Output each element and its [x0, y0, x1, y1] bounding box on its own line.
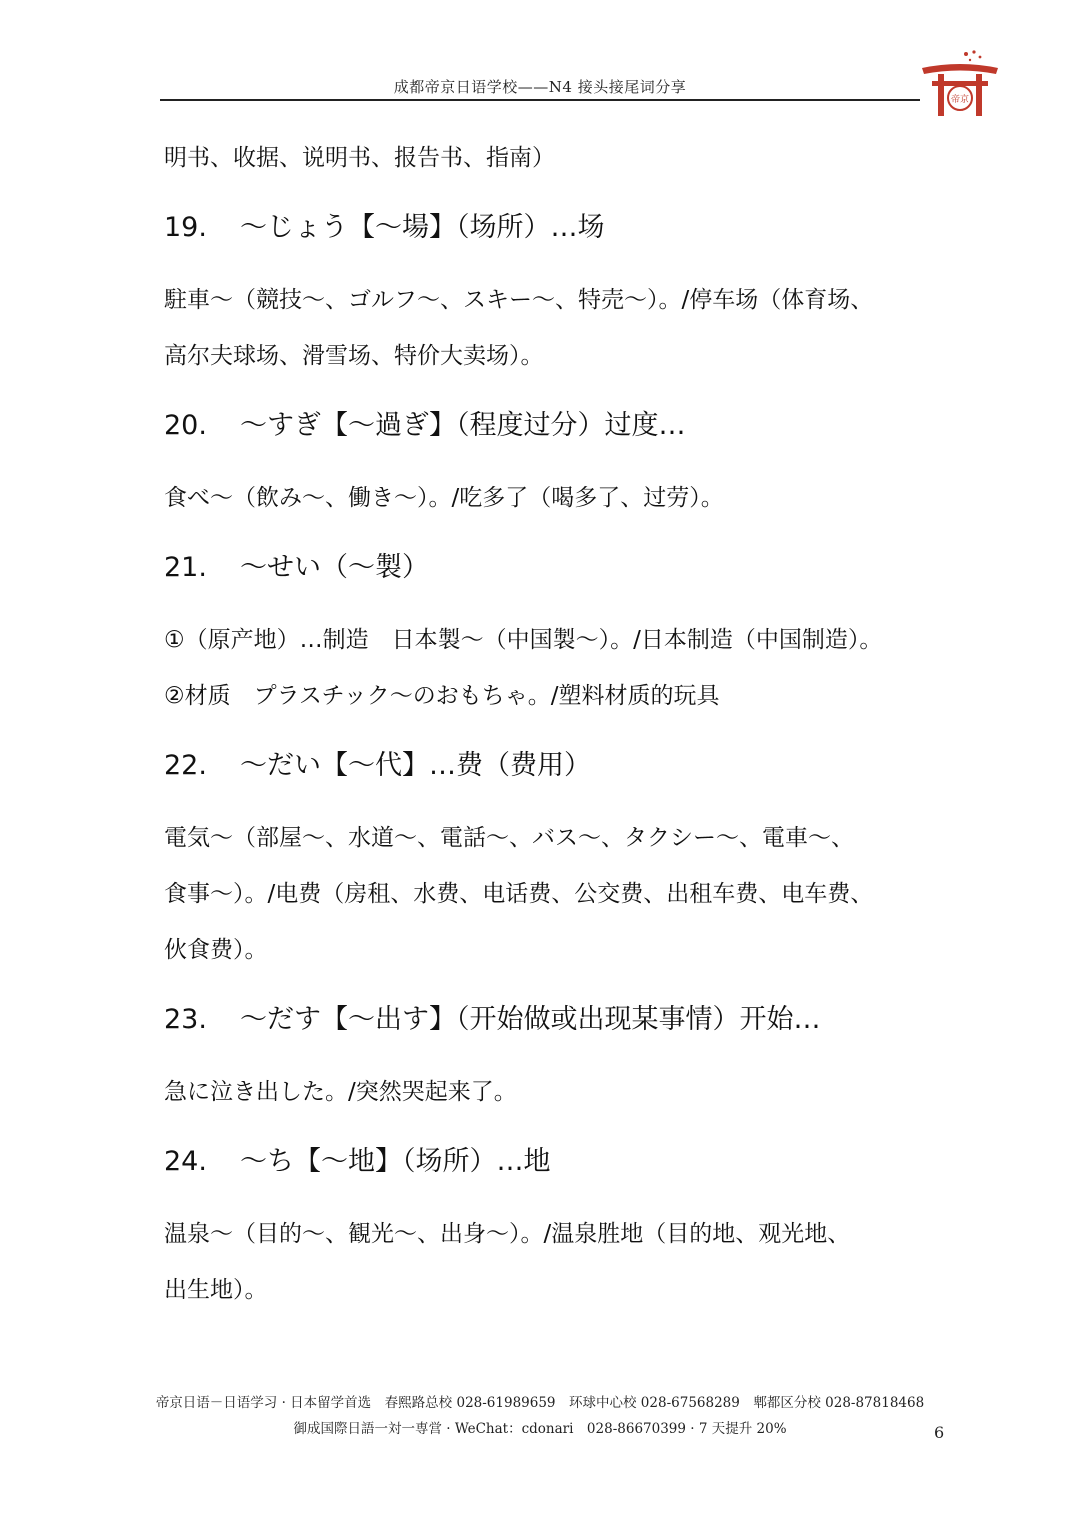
blossom-dot	[972, 50, 975, 53]
section-heading	[164, 738, 934, 794]
spacer	[164, 794, 934, 810]
spacer	[164, 596, 934, 612]
section-heading	[164, 540, 934, 596]
section-heading-text: 〜じょう【〜場】（场所）…场	[240, 212, 605, 243]
header-rule	[160, 99, 920, 101]
body-text-line: 伙食费）。	[164, 937, 268, 963]
section-number: 21.	[164, 552, 207, 583]
body-text-line: 高尔夫球场、滑雪场、特价大卖场）。	[164, 343, 544, 369]
section-heading	[164, 1134, 934, 1190]
spacer	[164, 1120, 934, 1134]
body-text-line: 駐車〜（競技〜、ゴルフ〜、スキー〜、特売〜）。/停车场（体育场、	[164, 287, 874, 313]
spacer	[164, 186, 934, 200]
document-body	[164, 130, 934, 1318]
spacer	[164, 256, 934, 272]
footer-contact-line: 帝京日语－日语学习 · 日本留学首选 春熙路总校 028-61989659 环球中心校 028-67568289 郫都区分校 028-87818468	[155, 1395, 925, 1411]
section-heading-text: 〜すぎ【〜過ぎ】（程度过分）过度…	[240, 410, 686, 441]
header-title: 成都帝京日语学校——N4 接头接尾词分享	[393, 78, 687, 96]
spacer	[164, 1190, 934, 1206]
section-heading-text: 〜ち【〜地】（场所）…地	[240, 1146, 551, 1177]
body-text-line: 食べ〜（飲み〜、働き〜）。/吃多了（喝多了、过劳）。	[164, 485, 724, 511]
blossom-dot	[969, 59, 971, 61]
torii-top-beam	[922, 64, 998, 74]
spacer	[164, 526, 934, 540]
body-text-line: 急に泣き出した。/突然哭起来了。	[164, 1079, 517, 1105]
blossom-dot	[979, 56, 982, 59]
section-heading-text: 〜だす【〜出す】（开始做或出现某事情）开始…	[240, 1004, 821, 1035]
footer-promo-line: 御成国際日語一対一専営 · WeChat：cdonari 028-86670399 · 7 天提升 20%	[293, 1421, 787, 1437]
section-number: 23.	[164, 1004, 207, 1035]
logo-text: 帝京	[950, 95, 970, 105]
body-text-line: ①（原产地）…制造 日本製〜（中国製〜）。/日本制造（中国制造）。	[164, 627, 883, 653]
section-heading-text: 〜せい（〜製）	[240, 552, 429, 583]
spacer	[164, 1048, 934, 1064]
body-text-line: 電気〜（部屋〜、水道〜、電話〜、バス〜、タクシー〜、電車〜、	[164, 825, 854, 851]
spacer	[164, 724, 934, 738]
blossom-dot	[964, 52, 968, 56]
body-text-line: 温泉〜（目的〜、観光〜、出身〜）。/温泉胜地（目的地、观光地、	[164, 1221, 851, 1247]
torii-pillar-left	[938, 74, 944, 116]
body-text-line: ②材质 プラスチック〜のおもちゃ。/塑料材质的玩具	[164, 683, 720, 709]
spacer	[164, 978, 934, 992]
torii-pillar-right	[976, 74, 982, 116]
body-text-line: 明书、收据、说明书、报告书、指南）	[164, 145, 555, 171]
section-heading-text: 〜だい【〜代】…费（费用）	[240, 750, 591, 781]
body-text-line: 出生地）。	[164, 1277, 268, 1303]
section-heading	[164, 992, 934, 1048]
section-number: 20.	[164, 410, 207, 441]
spacer	[164, 454, 934, 470]
section-number: 19.	[164, 212, 207, 243]
section-heading	[164, 200, 934, 256]
section-number: 22.	[164, 750, 207, 781]
spacer	[164, 384, 934, 398]
torii-logo-icon	[918, 48, 1002, 118]
section-heading	[164, 398, 934, 454]
section-number: 24.	[164, 1146, 207, 1177]
body-text-line: 食事〜）。/电费（房租、水费、电话费、公交费、出租车费、电车费、	[164, 881, 874, 907]
page-number: 6	[934, 1423, 945, 1442]
